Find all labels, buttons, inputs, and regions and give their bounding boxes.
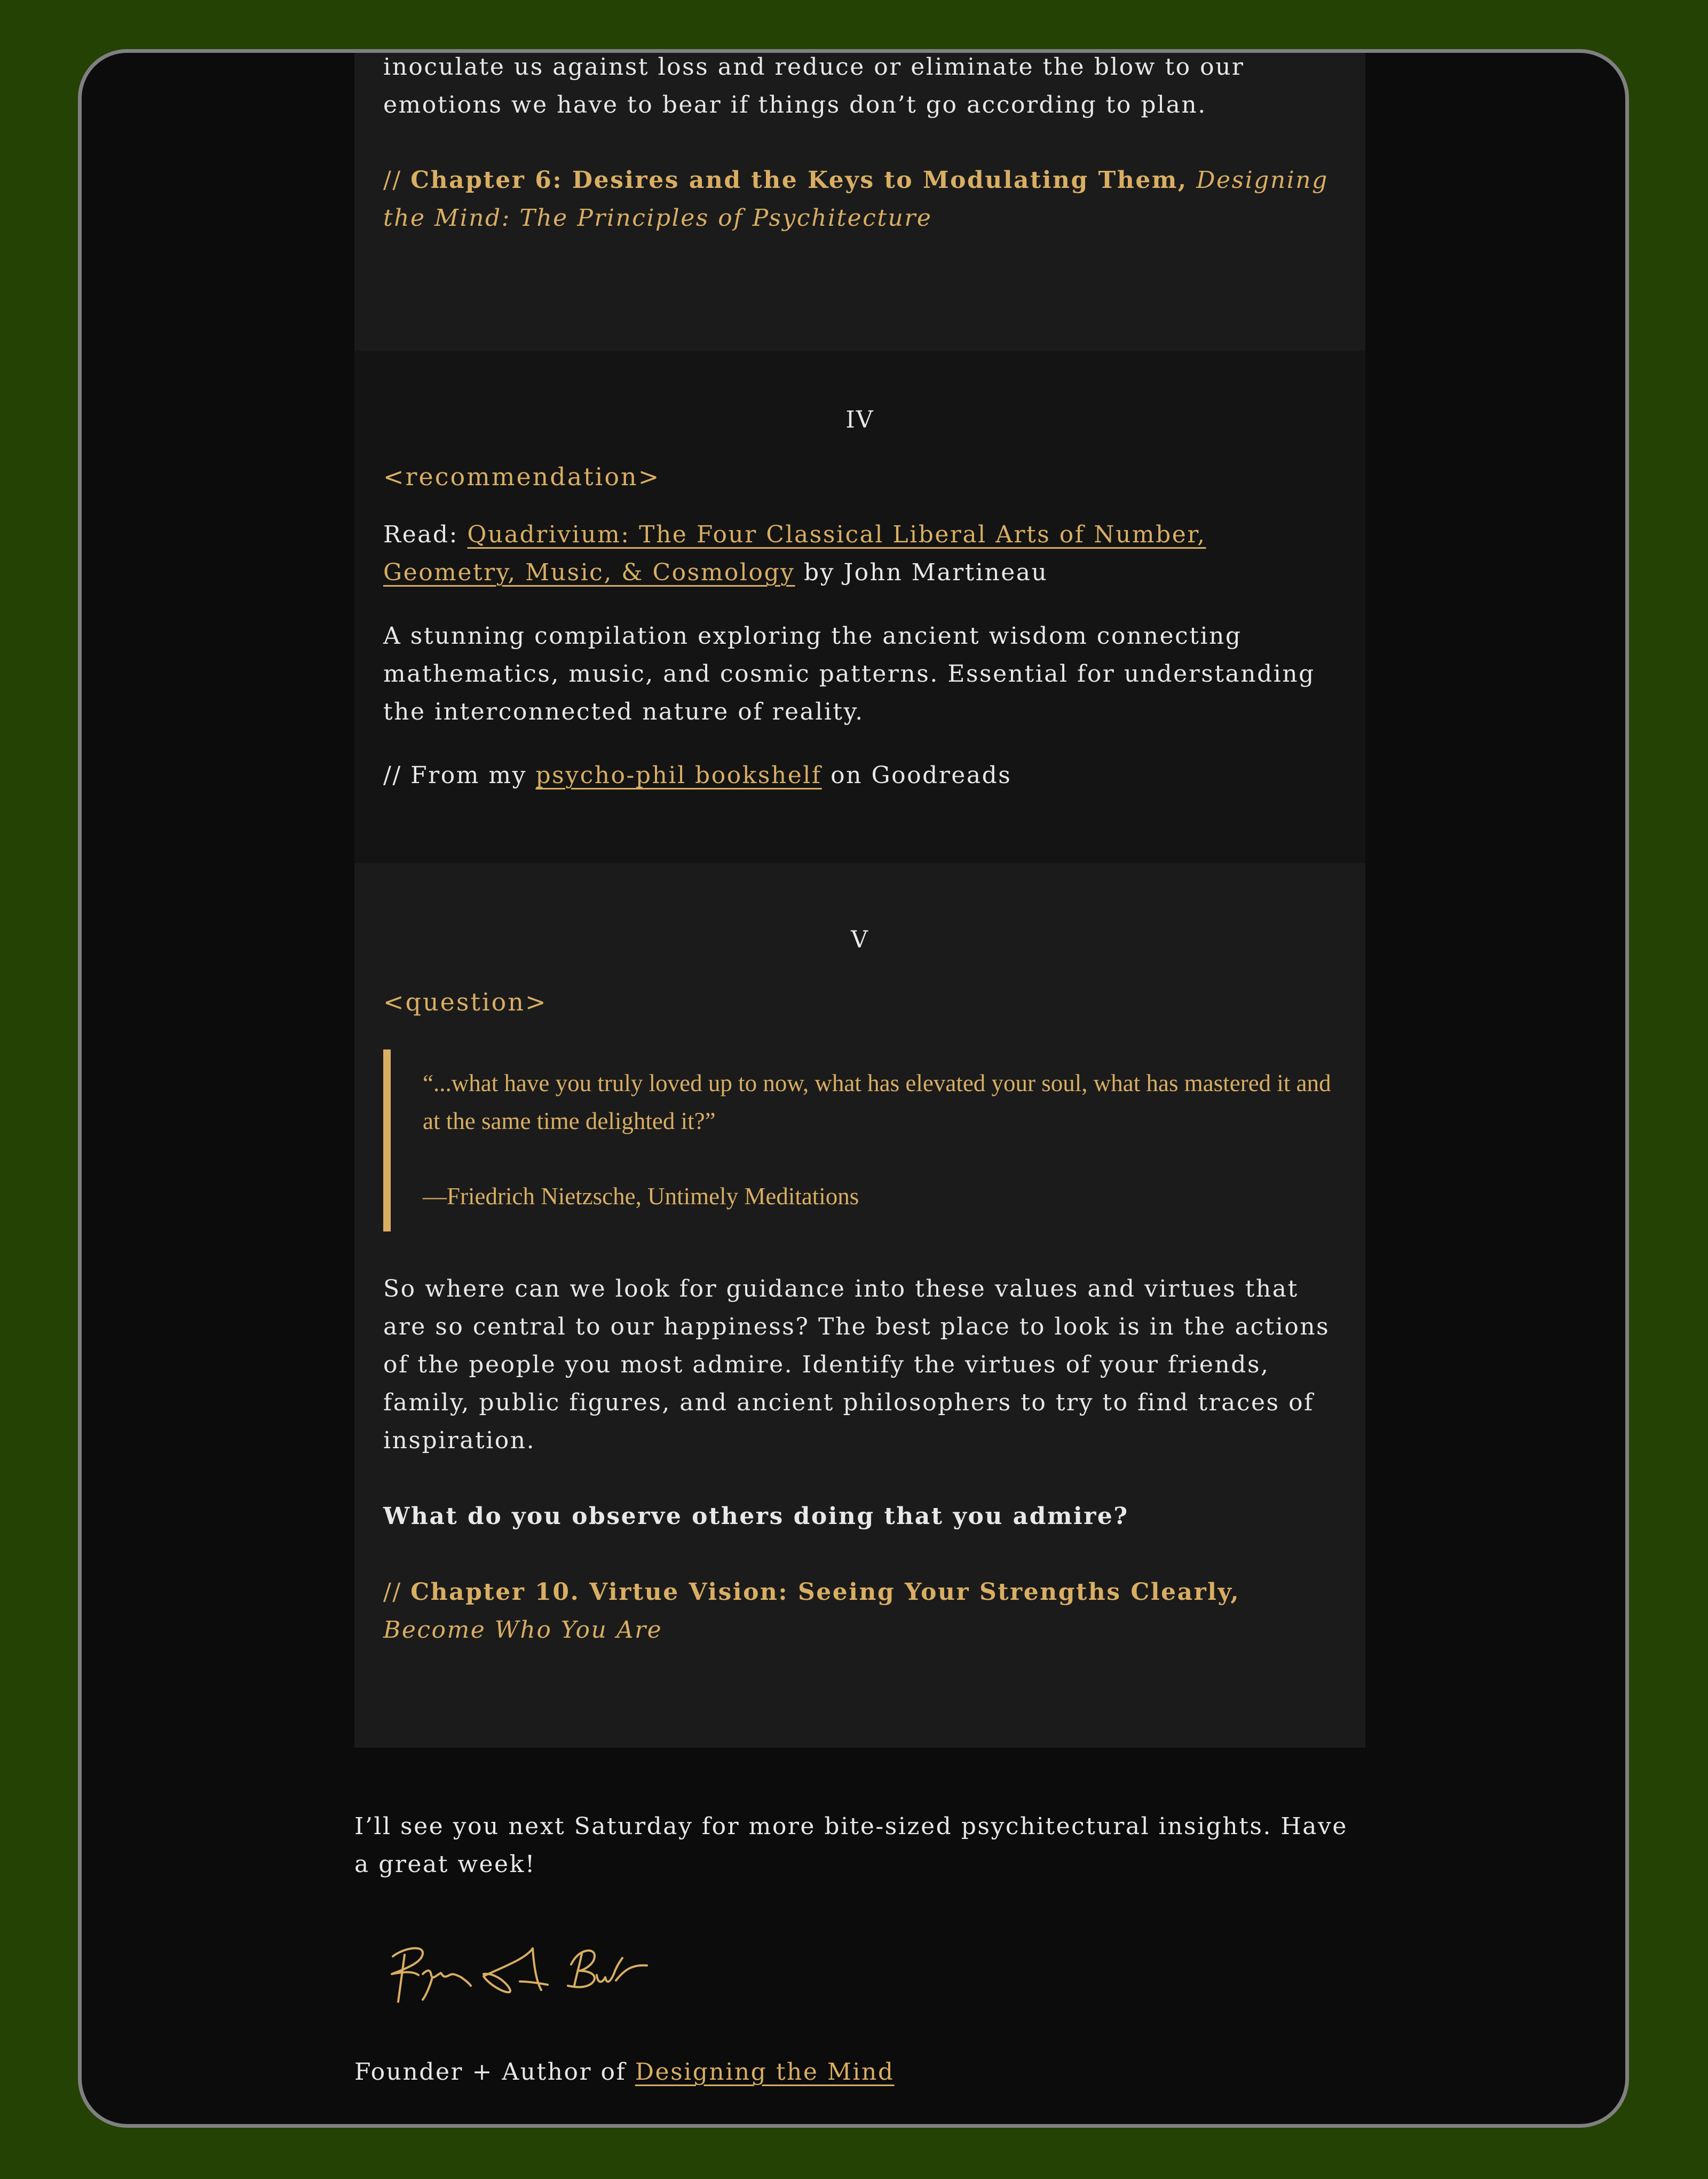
section-3-citation — [383, 161, 1337, 237]
email-window — [78, 49, 1629, 2128]
question-tag: <question> — [383, 988, 548, 1016]
bookshelf-link[interactable]: psycho-phil bookshelf — [535, 762, 822, 789]
closing-message: I’ll see you next Saturday for more bite-sized psychitectural insights. Have a great week! — [354, 1813, 1348, 1878]
citation-book: Designing the Mind: The Principles of Psychitecture — [383, 167, 1329, 232]
quote-attribution: —Friedrich Nietzsche, Untimely Meditations — [423, 1183, 859, 1210]
read-label: Read: — [383, 521, 468, 548]
book-link-quadrivium[interactable]: Quadrivium: The Four Classical Liberal Arts of Number, Geometry, Music, & Cosmology — [383, 521, 1206, 586]
guidance-paragraph: So where can we look for guidance into these values and virtues that are so central to our happiness? The best place to look is in the actions of the people you most admire. Identify the virtues of your friends, family, public figures, and ancient philosophers to try to find traces of inspiration. — [383, 1275, 1330, 1454]
book-author: by John Martineau — [795, 559, 1048, 586]
bookshelf-source — [383, 756, 1337, 794]
book-description: A stunning compilation exploring the ancient wisdom connecting mathematics, music, and cosmic patterns. Essential for understanding the interconnected nature of reality. — [383, 622, 1315, 725]
section-3-paragraph-end: inoculate us against loss and reduce or eliminate the blow to our emotions we have to bear if things don’t go according to plan. — [383, 53, 1245, 119]
section-5-question — [354, 863, 1365, 1748]
founder-prefix: Founder + Author of — [354, 2058, 635, 2086]
nietzsche-blockquote — [383, 1049, 1337, 1231]
newsletter-column — [354, 49, 1365, 2091]
section-numeral-iv: IV — [845, 406, 874, 433]
section-4-recommendation — [354, 351, 1365, 863]
closing — [354, 1748, 1365, 2091]
citation-prefix: // — [383, 167, 411, 194]
signature-block — [381, 1932, 659, 2012]
recommendation-tag: <recommendation> — [383, 462, 661, 491]
reflection-question: What do you observe others doing that you admire? — [383, 1503, 1129, 1530]
citation-prefix: // — [383, 1578, 411, 1606]
section-3-tail — [354, 49, 1365, 351]
citation-chapter: Chapter 6: Desires and the Keys to Modulating Them, — [410, 167, 1188, 194]
section-numeral-v: V — [851, 926, 869, 953]
section-5-citation — [383, 1573, 1337, 1649]
source-suffix: on Goodreads — [821, 762, 1012, 789]
citation-book: Become Who You Are — [383, 1616, 663, 1644]
designing-the-mind-link[interactable]: Designing the Mind — [635, 2058, 895, 2086]
quote-text: “...what have you truly loved up to now, what has elevated your soul, what has mastered it and at the same time delighted it?” — [423, 1070, 1331, 1134]
read-line — [383, 516, 1337, 591]
source-prefix: // From my — [383, 762, 536, 789]
citation-chapter: Chapter 10. Virtue Vision: Seeing Your Strengths Clearly, — [410, 1578, 1240, 1606]
signature-image — [381, 1932, 659, 2012]
founder-line — [354, 2053, 1365, 2091]
